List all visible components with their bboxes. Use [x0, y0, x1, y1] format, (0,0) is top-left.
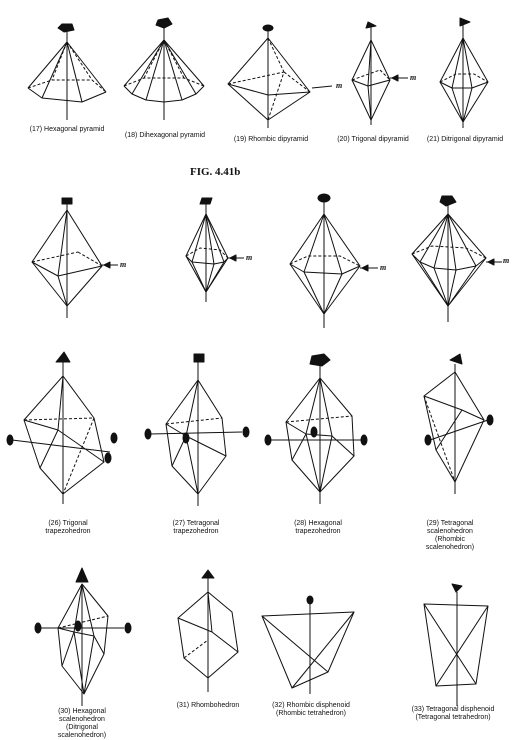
mirror-label: m	[246, 253, 253, 262]
caption-rhombic-dipyramid: (19) Rhombic dipyramid	[233, 136, 309, 143]
hexagonal-pyramid-diagram	[28, 24, 106, 120]
caption-rhombohedron: (31) Rhombohedron	[176, 702, 240, 709]
tetragonal-disphenoid-diagram	[424, 584, 488, 706]
caption-hexagonal-scalenohedron: (30) Hexagonal scalenohedron (Ditrigonal scalenohedron)	[57, 708, 107, 739]
ditrigonal-dipyramid-diagram	[440, 18, 488, 128]
tetragonal-trapezohedron-diagram	[145, 354, 249, 506]
caption-ditrigonal-dipyramid: (21) Ditrigonal dipyramid	[426, 136, 504, 143]
caption-trigonal-dipyramid: (20) Trigonal dipyramid	[337, 136, 409, 143]
figure-label: FIG. 4.41b	[190, 166, 241, 178]
caption-hexagonal-trapezohedron: (28) Hexagonal trapezohedron	[294, 520, 342, 535]
trigonal-trapezohedron-diagram	[7, 352, 117, 504]
hexagonal-dipyramid-diagram	[290, 194, 378, 328]
dihexagonal-dipyramid-diagram	[412, 196, 502, 322]
ditetragonal-dipyramid-diagram	[186, 198, 244, 302]
hexagonal-trapezohedron-diagram	[265, 354, 367, 504]
caption-rhombic-disphenoid: (32) Rhombic disphenoid (Rhombic tetrahedron)	[272, 702, 350, 717]
caption-trigonal-trapezohedron: (26) Trigonal trapezohedron	[45, 520, 91, 535]
mirror-label: m	[410, 73, 417, 82]
mirror-label: m	[503, 256, 510, 265]
mirror-label: m	[380, 263, 387, 272]
dihexagonal-pyramid-diagram	[124, 18, 204, 120]
tetragonal-dipyramid-diagram	[32, 198, 118, 318]
caption-dihexagonal-pyramid: (18) Dihexagonal pyramid	[124, 132, 206, 139]
mirror-label: m	[336, 81, 343, 90]
hexagonal-scalenohedron-diagram	[35, 568, 131, 706]
mirror-label: m	[120, 260, 127, 269]
caption-hexagonal-pyramid: (17) Hexagonal pyramid	[29, 126, 105, 133]
tetragonal-scalenohedron-diagram	[424, 354, 493, 494]
caption-tetragonal-disphenoid: (33) Tetragonal disphenoid (Tetragonal tetrahedron)	[411, 706, 495, 721]
caption-tetragonal-scalenohedron: (29) Tetragonal scalenohedron (Rhombic scalenohedron)	[425, 520, 475, 551]
rhombic-disphenoid-diagram	[262, 596, 354, 694]
rhombic-dipyramid-diagram	[228, 25, 332, 128]
trigonal-dipyramid-diagram	[352, 22, 408, 125]
caption-tetragonal-trapezohedron: (27) Tetragonal trapezohedron	[172, 520, 220, 535]
rhombohedron-diagram	[178, 570, 238, 692]
